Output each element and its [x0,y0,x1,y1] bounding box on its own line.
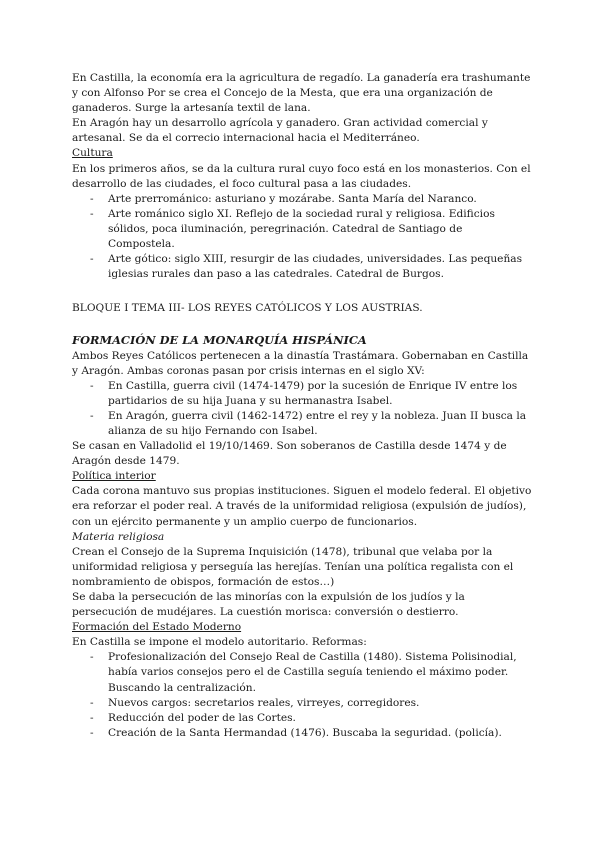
heading-formacion-monarquia: FORMACIÓN DE LA MONARQUÍA HISPÁNICA [72,333,367,348]
paragraph-boda: Se casan en Valladolid el 19/10/1469. Son soberanos de Castilla desde 1474 y de Aragón desde 1479. [72,440,507,468]
list-item: - Creación de la Santa Hermandad (1476). Buscaba la seguridad. (policía). [72,726,532,741]
list-item: - Reducción del poder de las Cortes. [72,711,532,726]
paragraph-politica-interior: Cada corona mantuvo sus propias instituciones. Siguen el modelo federal. El objetivo era reforzar el poder real. A través de la uniformidad religiosa (expulsión de judíos), con un ejército permanente y un amplio cuerpo de funcionarios. [72,485,532,528]
paragraph-cultura: En los primeros años, se da la cultura rural cuyo foco está en los monasterios. Con el desarrollo de las ciudades, el foco cultural pasa a las ciudades. [72,162,531,190]
list-reformas [72,650,532,741]
paragraph-estado-moderno: En Castilla se impone el modelo autoritario. Reformas: [72,636,367,649]
dash-bullet: - [90,409,94,422]
paragraph-inquisicion: Crean el Consejo de la Suprema Inquisición (1478), tribunal que velaba por la uniformidad religiosa y perseguía las herejías. Tenían una política regalista con el nombramiento de obispos, formación de estos…) [72,545,514,588]
dash-bullet: - [90,651,94,664]
paragraph-reyes-catolicos: Ambos Reyes Católicos pertenecen a la dinastía Trastámara. Gobernaban en Castilla y Aragón. Ambas coronas pasan por crisis internas en el siglo XV: [72,349,529,377]
heading-politica-interior: Política interior [72,470,156,483]
list-item: - Nuevos cargos: secretarios reales, virreyes, corregidores. [72,696,532,711]
heading-estado-moderno: Formación del Estado Moderno [72,621,242,634]
heading-materia-religiosa: Materia religiosa [72,530,165,543]
list-item: - Profesionalización del Consejo Real de Castilla (1480). Sistema Polisinodial, había varios consejos pero el de Castilla seguía teniendo el máximo poder. Buscando la centralización. [90,651,517,694]
dash-bullet: - [90,711,94,724]
list-item: - Arte románico siglo XI. Reflejo de la sociedad rural y religiosa. Edificios sólidos, poca iluminación, peregrinación. Catedral de Santiago de Compostela. [90,207,495,251]
list-cultura [72,192,532,283]
dash-bullet: - [90,696,94,709]
document-page [72,71,532,741]
paragraph-minorias: Se daba la persecución de las minorías con la expulsión de los judíos y la persecución de mudéjares. La cuestión morisca: conversión o destierro. [72,591,465,619]
list-crisis [72,379,532,439]
list-item: - En Aragón, guerra civil (1462-1472) entre el rey y la nobleza. Juan II busca la alianza de su hijo Fernando con Isabel. [90,409,527,437]
bloque-title: BLOQUE I TEMA III- LOS REYES CATÓLICOS Y LOS AUSTRIAS. [72,302,423,315]
list-item: - Arte gótico: siglo XIII, resurgir de las ciudades, universidades. Las pequeñas iglesias rurales dan paso a las catedrales. Catedral de Burgos. [90,253,523,281]
dash-bullet: - [90,207,94,220]
dash-bullet: - [90,192,94,205]
dash-bullet: - [90,726,94,739]
list-item: - Arte prerrománico: asturiano y mozárabe. Santa María del Naranco. [72,192,532,207]
paragraph-castilla-economia: En Castilla, la economía era la agricultura de regadío. La ganadería era trashumante y con Alfonso Por se crea el Concejo de la Mesta, que era una organización de ganaderos. Surge la artesanía textil de lana. [72,72,531,115]
dash-bullet: - [90,253,94,266]
dash-bullet: - [90,379,94,392]
paragraph-aragon-economia: En Aragón hay un desarrollo agrícola y ganadero. Gran actividad comercial y artesanal. Se da el correcio internacional hacia el Mediterráneo. [72,117,488,145]
list-item: - En Castilla, guerra civil (1474-1479) por la sucesión de Enrique IV entre los partidarios de su hija Juana y su hermanastra Isabel. [90,379,518,407]
heading-cultura: Cultura [72,147,113,160]
